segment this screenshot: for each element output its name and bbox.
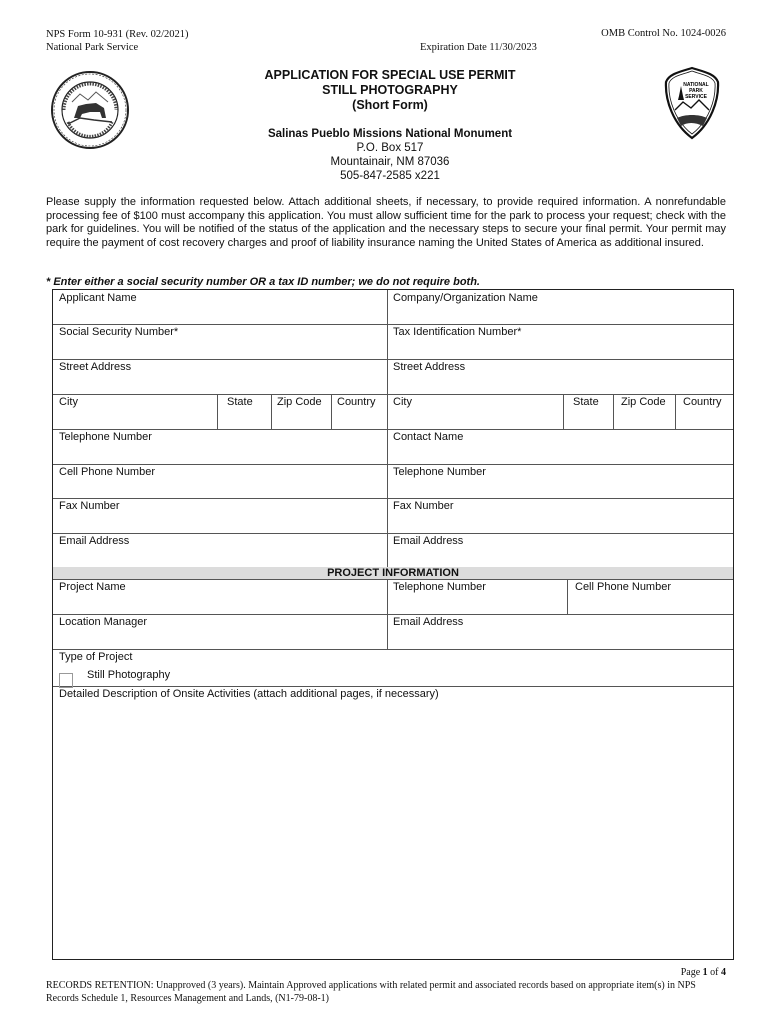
applicant-country-field[interactable] [331,394,387,429]
company-zip-label: Zip Code [621,396,666,408]
company-state-field[interactable] [563,394,613,429]
applicant-email-field[interactable] [53,533,387,567]
agency-name: National Park Service [46,42,139,53]
location-manager-field[interactable] [53,614,387,649]
project-telephone-field[interactable] [387,579,567,614]
form-header-left [46,28,189,54]
company-country-label: Country [683,396,722,408]
type-of-project-label: Type of Project [59,651,133,663]
page-of: of [710,967,719,978]
records-retention-note: RECORDS RETENTION: Unapproved (3 years). Maintain Approved applications with related permit and associated records based on appropriate item(s) in NPS Records Schedule 1, Resources Management and Lands, (N1-79-08-1) [46,980,696,1004]
contact-telephone-field[interactable] [387,464,733,498]
project-cell-label: Cell Phone Number [575,581,671,593]
applicant-state-label: State [227,396,253,408]
park-city: Mountainair, NM 87036 [330,156,450,168]
park-po-box: P.O. Box 517 [356,142,424,154]
company-street-field[interactable] [387,359,733,394]
park-address-block [200,127,580,183]
form-number: NPS Form 10-931 (Rev. 02/2021) [46,29,189,40]
project-email-field[interactable] [387,614,733,649]
applicant-zip-field[interactable] [271,394,331,429]
company-zip-field[interactable] [613,394,675,429]
applicant-fax-label: Fax Number [59,500,120,512]
applicant-country-label: Country [337,396,376,408]
company-city-label: City [393,396,412,408]
omb-control-number: OMB Control No. 1024-0026 [601,28,726,39]
application-form [52,289,734,960]
title-line-3: (Short Form) [352,98,428,112]
contact-telephone-label: Telephone Number [393,466,486,478]
expiration-date: Expiration Date 11/30/2023 [420,42,537,53]
project-information-header: PROJECT INFORMATION [53,567,733,579]
applicant-zip-label: Zip Code [277,396,322,408]
tin-label: Tax Identification Number* [393,326,522,338]
applicant-name-field[interactable] [53,290,387,324]
instructions-paragraph: Please supply the information requested below. Attach additional sheets, if necessary, to provide required information. A nonrefundable processing fee of $100 must accompany this application. You must allow sufficient time for the park to process your request; check with the park for guidelines. You will be notified of the status of the application and the necessary steps to secure your final permit. Your permit may require the payment of cost recovery charges and proof of liability insurance naming the United States of America as additional insured. [46,196,726,249]
project-cell-field[interactable] [567,579,733,614]
project-email-label: Email Address [393,616,464,628]
applicant-telephone-label: Telephone Number [59,431,152,443]
company-name-field[interactable] [387,290,733,324]
onsite-activities-description-label: Detailed Description of Onsite Activities (attach additional pages, if necessary) [59,688,439,700]
svg-text:SERVICE: SERVICE [685,94,707,100]
contact-name-label: Contact Name [393,431,464,443]
applicant-city-field[interactable] [53,394,217,429]
department-of-interior-seal-icon [50,70,130,150]
contact-email-label: Email Address [393,535,464,547]
applicant-street-field[interactable] [53,359,387,394]
ssn-tin-note: * Enter either a social security number OR a tax ID number; we do not require both. [46,276,480,288]
title-line-1: APPLICATION FOR SPECIAL USE PERMIT [264,68,516,82]
page-prefix: Page [680,967,701,978]
contact-name-field[interactable] [387,429,733,464]
project-name-label: Project Name [59,581,126,593]
park-name: Salinas Pueblo Missions National Monument [267,128,513,140]
still-photography-label: Still Photography [87,669,171,681]
tin-field[interactable] [387,324,733,359]
project-telephone-label: Telephone Number [393,581,486,593]
applicant-street-label: Street Address [59,361,132,373]
onsite-activities-description-field[interactable] [53,686,733,959]
project-name-field[interactable] [53,579,387,614]
location-manager-label: Location Manager [59,616,148,628]
contact-email-field[interactable] [387,533,733,567]
applicant-cell-field[interactable] [53,464,387,498]
contact-fax-field[interactable] [387,498,733,533]
svg-text:PARK: PARK [689,88,703,94]
company-name-label: Company/Organization Name [393,292,538,304]
ssn-field[interactable] [53,324,387,359]
applicant-name-label: Applicant Name [59,292,137,304]
company-city-field[interactable] [387,394,563,429]
title-line-2: STILL PHOTOGRAPHY [322,83,458,97]
company-country-field[interactable] [675,394,733,429]
page-number [681,967,726,978]
applicant-fax-field[interactable] [53,498,387,533]
contact-fax-label: Fax Number [393,500,454,512]
page-current: 1 [702,967,708,978]
park-phone: 505-847-2585 x221 [340,170,440,182]
ssn-label: Social Security Number* [59,326,179,338]
applicant-telephone-field[interactable] [53,429,387,464]
company-state-label: State [573,396,599,408]
applicant-state-field[interactable] [217,394,271,429]
form-title [200,68,580,113]
applicant-email-label: Email Address [59,535,130,547]
page-total: 4 [721,967,726,978]
national-park-service-arrowhead-icon [663,66,721,140]
applicant-city-label: City [59,396,78,408]
svg-text:NATIONAL: NATIONAL [683,82,709,88]
applicant-cell-label: Cell Phone Number [59,466,155,478]
company-street-label: Street Address [393,361,466,373]
